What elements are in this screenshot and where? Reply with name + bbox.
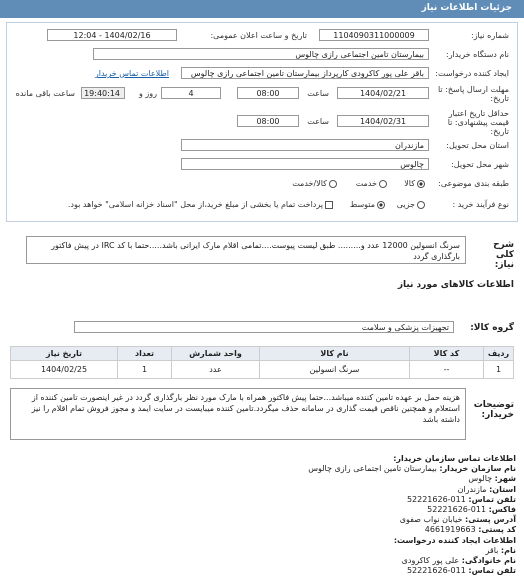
contact-postal-code: کد پستی: 4661919663 xyxy=(424,525,516,535)
table-cell: 1 xyxy=(484,361,514,379)
summary-text: سرنگ انسولین 12000 عدد و......... طبق لیست پیوست....تمامی اقلام مارک ایرانی باشد.....حتما با کد IRC در پیش فاکتور بارگذاری گردد xyxy=(26,236,466,264)
remaining-days-field: 4 xyxy=(161,87,221,99)
price-validity-time-label: ساعت xyxy=(307,117,329,126)
creator-phone: تلفن تماس: 011-52221626 xyxy=(406,566,516,576)
category-option-goods-service[interactable]: کالا/خدمت xyxy=(292,179,337,188)
buyer-notes-text: هزینه حمل بر عهده تامین کننده میباشد...حتما پیش فاکتور همراه با مارک مورد نظر بارگذاری گردد در غیر اینصورت تامین کننده از استعلام و همچنین ناقص قیمت گذاری در سامانه حذف میگردد.تامین کننده میبایست در سایت ایمد و مجوز فروش تمام اقلام را نیز داشته باشد xyxy=(10,388,466,440)
table-cell: عدد xyxy=(172,361,260,379)
remaining-time-label: ساعت باقی مانده xyxy=(15,89,75,98)
column-header: تاریخ نیاز xyxy=(11,347,118,361)
price-validity-label: حداقل تاریخ اعتبار قیمت پیشنهادی: تا تاریخ: xyxy=(447,109,509,136)
creator-name: نام: باقر xyxy=(485,545,516,555)
table-cell: -- xyxy=(410,361,484,379)
process-option-medium[interactable]: متوسط xyxy=(350,200,385,209)
radio-icon xyxy=(329,180,337,188)
contact-fax: فاکس: 011-52221626 xyxy=(427,505,516,515)
contact-org: نام سازمان خریدار: بیمارستان تامین اجتماعی رازی چالوس xyxy=(308,464,516,474)
table-row xyxy=(11,361,514,379)
column-header: تعداد xyxy=(118,347,172,361)
reply-time-label: ساعت xyxy=(307,89,329,98)
process-option-minor[interactable]: جزیی xyxy=(397,200,425,209)
days-label: روز و xyxy=(139,89,157,98)
need-details-form xyxy=(6,22,518,222)
reply-deadline-label: مهلت ارسال پاسخ: تا تاریخ: xyxy=(437,85,509,103)
checkbox-icon xyxy=(325,201,333,209)
goods-table-header xyxy=(11,347,514,361)
contact-city: شهر: چالوس xyxy=(468,474,516,484)
column-header: نام کالا xyxy=(260,347,410,361)
table-cell: 1 xyxy=(118,361,172,379)
radio-selected-icon xyxy=(417,180,425,188)
goods-group-label: گروه کالا: xyxy=(470,323,514,333)
treasury-payment-checkbox[interactable]: پرداخت تمام یا بخشی از مبلغ خرید،از محل "اسناد خزانه اسلامی" خواهد بود. xyxy=(68,200,333,209)
column-header: ردیف xyxy=(484,347,514,361)
contact-address: آدرس پستی: خیابان نواب صفوی xyxy=(399,515,516,525)
category-option-service[interactable]: خدمت xyxy=(356,179,387,188)
contact-province: استان: مازندران xyxy=(457,484,516,494)
goods-group-field: تجهیزات پزشکی و سلامت xyxy=(74,321,454,333)
contact-phone: تلفن تماس: 011-52221626 xyxy=(406,494,516,504)
province-field: مازندران xyxy=(181,139,429,151)
buyer-contact-info xyxy=(308,454,516,576)
radio-selected-icon xyxy=(377,201,385,209)
table-cell: سرنگ انسولین xyxy=(260,361,410,379)
announce-date-label: تاریخ و ساعت اعلان عمومی: xyxy=(210,31,307,40)
need-number-field: 1104090311000009 xyxy=(319,29,429,41)
city-field: چالوس xyxy=(181,158,429,170)
buyer-name-field: بیمارستان تامین اجتماعی رازی چالوس xyxy=(93,48,429,60)
creator-label: ایجاد کننده درخواست: xyxy=(435,69,509,78)
province-label: استان محل تحویل: xyxy=(446,141,509,150)
category-option-goods[interactable]: کالا xyxy=(404,179,425,188)
buyer-name-label: نام دستگاه خریدار: xyxy=(446,50,509,59)
goods-table xyxy=(10,346,514,379)
remaining-time-field: 19:40:14 xyxy=(81,87,125,99)
reply-date-field: 1404/02/21 xyxy=(337,87,429,99)
price-validity-date-field: 1404/02/31 xyxy=(337,115,429,127)
category-label: طبقه بندی موضوعی: xyxy=(438,179,509,188)
table-cell: 1404/02/25 xyxy=(11,361,118,379)
column-header: کد کالا xyxy=(410,347,484,361)
need-number-label: شماره نیاز: xyxy=(471,31,509,40)
contact-title: اطلاعات تماس سازمان خریدار: xyxy=(393,454,516,463)
page-title: جزئیات اطلاعات نیاز xyxy=(421,3,512,13)
radio-icon xyxy=(417,201,425,209)
creator-family: نام خانوادگی: علی پور کاکرودی xyxy=(401,556,516,566)
summary-label: شرح کلی نیاز: xyxy=(493,240,514,270)
radio-icon xyxy=(379,180,387,188)
buyer-contact-link[interactable]: اطلاعات تماس خریدار xyxy=(94,69,169,78)
column-header: واحد شمارش xyxy=(172,347,260,361)
price-validity-time-field: 08:00 xyxy=(237,115,299,127)
announce-date-field: 1404/02/16 - 12:04 xyxy=(47,29,177,41)
reply-time-field: 08:00 xyxy=(237,87,299,99)
goods-section-title: اطلاعات کالاهای مورد نیاز xyxy=(397,280,514,290)
page-header xyxy=(0,0,524,18)
buyer-notes-label: توضیحات خریدار: xyxy=(473,400,514,420)
process-type-label: نوع فرآیند خرید : xyxy=(452,200,509,209)
creator-field: باقر علی پور کاکرودی کارپرداز بیمارستان تامین اجتماعی رازی چالوس xyxy=(181,67,429,79)
creator-info-title: اطلاعات ایجاد کننده درخواست: xyxy=(393,535,516,545)
city-label: شهر محل تحویل: xyxy=(451,160,509,169)
